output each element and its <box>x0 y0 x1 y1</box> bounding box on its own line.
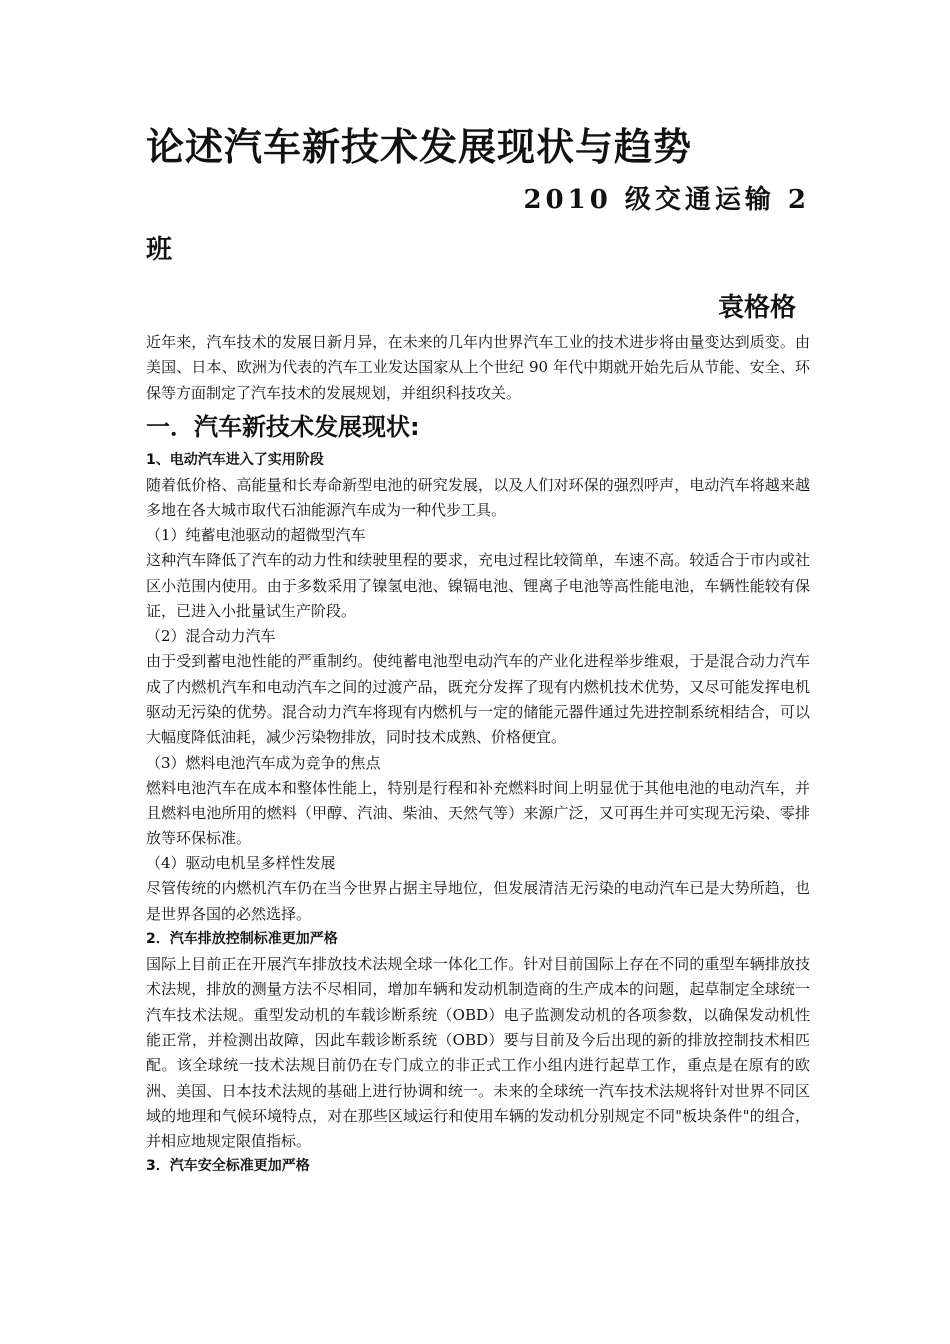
subsection-heading-electric-vehicles: 1、电动汽车进入了实用阶段 <box>146 451 324 468</box>
item-heading-micro-ev: （1）纯蓄电池驱动的超微型汽车 <box>146 526 366 545</box>
paragraph-emission-standards: 国际上目前正在开展汽车排放技术法规全球一体化工作。针对目前国际上存在不同的重型车辆排放技术法规，排放的测量方法不尽相同，增加车辆和发动机制造商的生产成本的问题，起草制定全球统一汽车技术法规。重型发动机的车载诊断系统（OBD）电子监测发动机的各项参数，以确保发动机性能正常，并检测出故障，因此车载诊断系统（OBD）要与目前及今后出现的新的排放控制技术相匹配。该全球统一技术法规目前仍在专门成立的非正式工作小组内进行起草工作，重点是在原有的欧洲、美国、日本技术法规的基础上进行协调和统一。未来的全球统一汽车技术法规将针对世界不同区域的地理和气候环境特点，对在那些区域运行和使用车辆的发动机分别规定不同"板块条件"的组合，并相应地规定限值指标。 <box>146 955 810 1151</box>
paragraph-micro-ev: 这种汽车降低了汽车的动力性和续驶里程的要求，充电过程比较简单，车速不高。较适合于市内或社区小范围内使用。由于多数采用了镍氢电池、镍镉电池、锂离子电池等高性能电池，车辆性能较有保证，已进入小批量试生产阶段。 <box>146 551 810 621</box>
subsection-heading-emission-standards: 2．汽车排放控制标准更加严格 <box>146 931 338 948</box>
item-heading-fuel-cell: （3）燃料电池汽车成为竞争的焦点 <box>146 753 381 772</box>
document-page <box>146 118 810 1179</box>
class-line-wrap: 班 <box>146 235 173 265</box>
item-heading-drive-motor: （4）驱动电机呈多样性发展 <box>146 854 336 873</box>
author-name: 袁格格 <box>717 293 796 323</box>
paragraph-hybrid: 由于受到蓄电池性能的严重制约。使纯蓄电池型电动汽车的产业化进程举步维艰，于是混合动力汽车成了内燃机汽车和电动汽车之间的过渡产品，既充分发挥了现有内燃机技术优势，又尽可能发挥电机驱动无污染的优势。混合动力汽车将现有内燃机与一定的储能元器件通过先进控制系统相结合，可以大幅度降低油耗，减少污染物排放，同时技术成熟、价格便宜。 <box>146 652 810 747</box>
paragraph-electric-vehicles: 随着低价格、高能量和长寿命新型电池的研究发展，以及人们对环保的强烈呼声，电动汽车将越来越多地在各大城市取代石油能源汽车成为一种代步工具。 <box>146 475 810 520</box>
intro-paragraph: 近年来，汽车技术的发展日新月异，在未来的几年内世界汽车工业的技术进步将由量变达到质变。由美国、日本、欧洲为代表的汽车工业发达国家从上个世纪 90 年代中期就开始先后从节能、安全、环保等方面制定了汽车技术的发展规划，并组织科技攻关。 <box>146 333 810 402</box>
document-title: 论述汽车新技术发展现状与趋势 <box>146 125 693 169</box>
paragraph-fuel-cell: 燃料电池汽车在成本和整体性能上，特别是行程和补充燃料时间上明显优于其他电池的电动汽车，并且燃料电池所用的燃料（甲醇、汽油、柴油、天然气等）来源广泛，又可再生并可实现无污染、零排放等环保标准。 <box>146 778 810 848</box>
subsection-heading-safety-standards: 3．汽车安全标准更加严格 <box>146 1158 310 1175</box>
class-line: 2010 级交通运输 2 <box>523 185 810 215</box>
item-heading-hybrid: （2）混合动力汽车 <box>146 627 276 646</box>
paragraph-drive-motor: 尽管传统的内燃机汽车仍在当今世界占据主导地位，但发展清洁无污染的电动汽车已是大势所趋，也是世界各国的必然选择。 <box>146 879 810 923</box>
section-heading-current-status: 一．汽车新技术发展现状: <box>146 412 420 441</box>
